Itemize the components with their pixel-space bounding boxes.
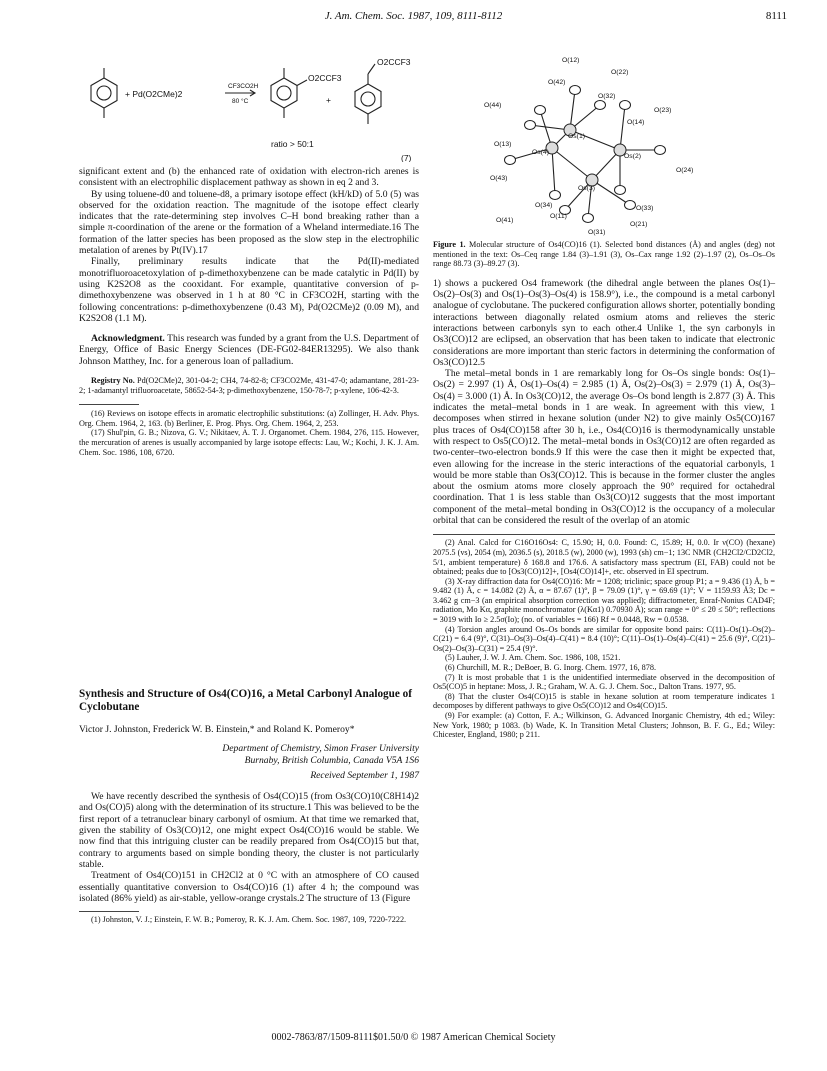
page-footer: 0002-7863/87/1509-8111$01.50/0 © 1987 American Chemical Society <box>271 1032 556 1043</box>
article-block <box>79 688 419 925</box>
paragraph: By using toluene-d0 and toluene-d8, a primary isotope effect (kH/kD) of 5.0 (5) was observed for the oxidation reaction. The magnitude of the isotope effect clearly indicates that the rate-determining step involves C–H bond breaking rather than a simple π-coordination of the arene or the formation of a Wheland intermediate.16 The formation of the latter species has been proposed as the slow step in the electrophilic metalation of arenes by Pt(IV).17 <box>79 188 419 257</box>
equation-number: (7) <box>401 153 412 162</box>
atom-label: O(24) <box>676 167 694 174</box>
scheme-label-2: O2CCF3 <box>308 73 342 83</box>
oxygen-atom <box>615 186 626 195</box>
ack-text: This research was funded by a grant from the U.S. Department of Energy, Office of Basic Energy Sciences (DE-FG02-84ER13295). We also thank Johnson Matthey, Inc. for a generous loan of palladium. <box>79 333 419 367</box>
atom-label: Os(3) <box>578 185 595 192</box>
paragraph: 1) shows a puckered Os4 framework (the dihedral angle between the planes Os(1)–Os(2)–Os(3) and Os(1)–Os(3)–Os(4) is 158.9°), i.e., the compound is a metal carbonyl analogue of cyclobutane. The puckered configuration allows shorter, potentially bonding interactions between diagonally related osmium atoms and relieves the steric interactions between carbonyls syn to each other.4 Unlike 1, the syn carbonyls in Os3(CO)12 are eclipsed, an observation that has been taken to indicate that electronic considerations are more important than steric factors in determining the conformation of Os3(CO)12.5 <box>433 277 775 368</box>
atom-label: O(12) <box>562 57 580 64</box>
atom-label: O(43) <box>490 175 508 182</box>
registry-text: Pd(O2CMe)2, 301-04-2; CH4, 74-82-8; CF3CO2Me, 431-47-0; adamantane, 281-23-2; 1-adamantyl trifluoroacetate, 58652-54-3; p-dimethoxybenzene, 150-78-7; p-xylene, 106-42-3. <box>79 376 420 395</box>
reference-17: (17) Shul'pin, G. B.; Nizova, G. V.; Nikitaev, A. T. J. Organomet. Chem. 1984, 276, 115. However, the mercuration of arenes is usually accompanied by large isotope effects: Lau, W.; Kochi, J. K. J. Am. Chem. Soc. 1986, 108, 6720. <box>79 428 419 457</box>
article-title: Synthesis and Structure of Os4(CO)16, a Metal Carbonyl Analogue of Cyclobutane <box>79 688 412 713</box>
scheme-plus: + <box>326 95 331 105</box>
paragraph: We have recently described the synthesis of Os4(CO)15 (from Os3(CO)10(C8H14)2 and Os(CO)5) along with the determination of its structure.1 This was believed to be the first report of a tetranuclear binary carbonyl of osmium. At that time we remarked that, given the stability of Os3(CO)12, one might expect Os4(CO)16 would be stable. We now find that this intriguing cluster can be readily prepared from Os4(CO)15 but that, contrary to arguments based on simple bonding theory, the cluster is not particularly stable. <box>79 791 419 870</box>
left-column <box>79 166 419 457</box>
oxygen-atom <box>570 86 581 95</box>
figure-caption-label: Figure 1. <box>433 240 466 249</box>
oxygen-atom <box>525 121 536 130</box>
paragraph: The metal–metal bonds in 1 are remarkably long for Os–Os single bonds: Os(1)–Os(2) = 2.997 (1) Å, Os(1)–Os(4) = 2.985 (1) Å, Os(2)–Os(3) = 2.979 (1) Å, Os(3)–Os(4) = 3.000 (1) Å. In Os3(CO)12, the average Os–Os bond length is 2.877 (3) Å. This indicates the metal–metal bonds in 1 are weak. In agreement with this view, 1 decomposes when stirred in hexane solution (under N2) to give mainly Os5(CO)167 plus traces of Os4(CO)158 after 30 h, i.e., Os4(CO)16 is thermodynamically unstable with respect to Os5(CO)12. The metal–metal bonds in Os3(CO)12 are often regarded as two-center–two-electron bonds.9 If this were the case then it might be expected that, even allowing for the increase in the steric interactions of the equatorial carbonyls, 1 would be more stable than Os3(CO)12. This is because in the former cluster the angles about the osmium atoms more closely approach the 90° required for octahedral coordination. That 1 is less stable than Os3(CO)12 suggests that the most important component of the metal–metal bonding in Os3(CO)12 is the occupancy of a molecular orbital that can be considered the result of the overlap of an atomic <box>433 368 775 527</box>
article-authors: Victor J. Johnston, Frederick W. B. Einstein,* and Roland K. Pomeroy* <box>79 724 355 735</box>
reference-6: (6) Churchill, M. R.; DeBoer, B. G. Inorg. Chem. 1977, 16, 878. <box>445 663 657 673</box>
atom-label: O(31) <box>588 229 606 236</box>
atom-label: O(23) <box>654 107 672 114</box>
atom-label: Os(4) <box>532 149 549 156</box>
oxygen-atom <box>595 101 606 110</box>
atom-label: O(44) <box>484 102 502 109</box>
reference-7: (7) It is most probable that 1 is the unidentified intermediate observed in the decomposition of Os5(CO)5 in heptane: Moss, J. R.; Graham, W. A. G. J. Chem. Soc., Dalton Trans. 1977, 95. <box>433 672 775 692</box>
figure-caption-text: Molecular structure of Os4(CO)16 (1). Selected bond distances (Å) and angles (deg) not mentioned in the text: Os–Ceq range 1.84 (3)–1.91 (3), Os–Cax range 1.92 (2)–1.97 (2), Os–Os–Os range 88.73 (3)–89.27 (3). <box>433 240 776 269</box>
page-number: 8111 <box>765 10 787 22</box>
affiliation-line-1: Department of Chemistry, Simon Fraser University <box>222 743 419 755</box>
atom-label: O(34) <box>535 202 553 209</box>
oxygen-atom <box>620 101 631 110</box>
footnote-rule <box>433 534 775 535</box>
scheme-reagent: + Pd(O2CMe)2 <box>125 89 183 99</box>
atom-label: O(33) <box>636 205 654 212</box>
figure-caption <box>433 240 775 269</box>
paragraph: Finally, preliminary results indicate that the Pd(II)-mediated monotrifluoroacetoxylation of p-dimethoxybenzene can be made catalytic in Pd(II) by using K2S2O8 as the cooxidant. For example, quantitative conversion of p-dimethoxybenzene was observed in 1 h at 80 °C in CF3CO2H, starting with the following concentrations: p-dimethoxybenzene (0.43 M), Pd(O2CMe)2 (0.09 M), and K2S2O8 (1.1 M). <box>79 256 419 324</box>
atom-label: O(22) <box>611 69 629 76</box>
paragraph: Treatment of Os4(CO)151 in CH2Cl2 at 0 °C with an atmosphere of CO caused essentially quantitative conversion to Os4(CO)16 (1) after 4 h; the compound was isolated (86% yield) as air-stable, yellow-orange crystals.2 The structure of 13 (Figure <box>79 870 419 904</box>
oxygen-atom <box>535 106 546 115</box>
scheme-label-1: O2CCF3 <box>377 57 411 67</box>
scheme-ratio: ratio > 50:1 <box>271 139 314 149</box>
footnote-rule <box>79 911 139 912</box>
atom-label: O(42) <box>548 79 566 86</box>
scheme-temperature: 80 °C <box>232 98 249 105</box>
registry-numbers <box>79 376 419 395</box>
running-header <box>0 10 827 26</box>
atom-label: O(32) <box>598 93 616 100</box>
oxygen-atom <box>550 191 561 200</box>
atom-label: O(41) <box>496 217 514 224</box>
molecular-structure-figure <box>470 50 710 236</box>
footnote-rule <box>79 404 139 405</box>
reference-16: (16) Reviews on isotope effects in aromatic electrophilic substitutions: (a) Zollinger, H. Adv. Phys. Org. Chem. 1964, 2, 163. (b) Berliner, E. Prog. Phys. Org. Chem. 1964, 2, 253. <box>79 409 419 428</box>
received-date: Received September 1, 1987 <box>310 769 419 781</box>
scheme-solvent: CF3CO2H <box>228 83 259 90</box>
ack-label: Acknowledgment. <box>91 333 165 345</box>
affiliation-line-2: Burnaby, British Columbia, Canada V5A 1S6 <box>244 754 419 766</box>
oxygen-atom <box>655 146 666 155</box>
reference-9: (9) For example: (a) Cotton, F. A.; Wilkinson, G. Advanced Inorganic Chemistry, 4th ed.; Wiley: New York, 1980; p 1083. (b) Wade, K. In Transition Metal Clusters; Johnson, B. F. G., Ed.; Wiley: Chicester, England, 1980; p 211. <box>433 711 775 740</box>
paragraph: significant extent and (b) the enhanced rate of oxidation with electron-rich arenes is consistent with an electrophilic displacement pathway as shown in eq 2 and 3. <box>79 166 419 189</box>
atom-label: O(11) <box>550 213 567 220</box>
reference-4: (4) Torsion angles around Os–Os bonds are similar for opposite bond pairs: C(11)–Os(1)–Os(2)–C(21) = 6.4 (9)°, C(31)–Os(3)–Os(4)–C(41) = 8.4 (10)°; C(11)–Os(1)–Os(4)–C(41) = 25.6 (9)°, C(21)–Os(2)–Os(3)–C(31) = 25.4 (9)°. <box>433 624 775 653</box>
atom-label: O(14) <box>627 119 645 126</box>
reference-2: (2) Anal. Calcd for C16O16Os4: C, 15.90; H, 0.0. Found: C, 15.89; H, 0.0. Ir ν(CO) (hexane) 2075.5 (vs), 2054 (m), 2036.5 (s), 2018.5 (w), 2000 (w), 1993 (sh) cm−1; 13C NMR (CH2Cl2/CD2Cl2, 5/1, ambient temperature) δ 168.8 and 176.6. A satisfactory mass spectrum (EI, FAB) could not be obtained; peaks due to [Os3(CO)12]+, [Os4(CO)14]+, etc. observed in EI spectrum. <box>433 538 775 577</box>
oxygen-atom <box>505 156 516 165</box>
acknowledgment <box>79 333 419 367</box>
right-column <box>433 240 775 740</box>
reference-8: (8) That the cluster Os4(CO)15 is stable in hexane solution at room temperature indicates 1 decomposes by different pathways to give Os5(CO)12 and Os4(CO)15. <box>433 691 775 711</box>
reference-5: (5) Lauher, J. W. J. Am. Chem. Soc. 1986, 108, 1521. <box>445 653 621 663</box>
reference-3: (3) X-ray diffraction data for Os4(CO)16: Mr = 1208; triclinic; space group P1; a = 9.436 (1) Å, b = 9.482 (1) Å, c = 14.082 (2) Å, α = 87.67 (1)°, β = 79.09 (1)°, γ = 69.69 (1)°; V = 1159.93 Å3; Dc = 3.462 g cm−3 (an empirical absorption correction was applied); diffractometer, Enraf-Nonius CAD4F; radiation, Mo Kα, graphite monochromator (λ(Kα1) 0.70930 Å); scan range = 0° ≤ 2θ ≤ 50°; reflections = 3019 with Io ≥ 2.5σ(Io); (no. of variables = 166) Rf = 0.0448, Rw = 0.0538. <box>433 576 775 625</box>
oxygen-atom <box>583 214 594 223</box>
registry-label: Registry No. <box>91 376 135 386</box>
journal-citation: J. Am. Chem. Soc. 1987, 109, 8111-8112 <box>324 10 503 22</box>
reference-1: (1) Johnston, V. J.; Einstein, F. W. B.; Pomeroy, R. K. J. Am. Chem. Soc. 1987, 109, 7220-7222. <box>91 915 407 925</box>
atom-label: O(21) <box>630 221 648 228</box>
atom-label: O(13) <box>494 141 512 148</box>
atom-label: Os(1) <box>568 133 585 140</box>
oxygen-atom <box>625 201 636 210</box>
reaction-scheme <box>79 50 419 162</box>
atom-label: Os(2) <box>624 153 641 160</box>
